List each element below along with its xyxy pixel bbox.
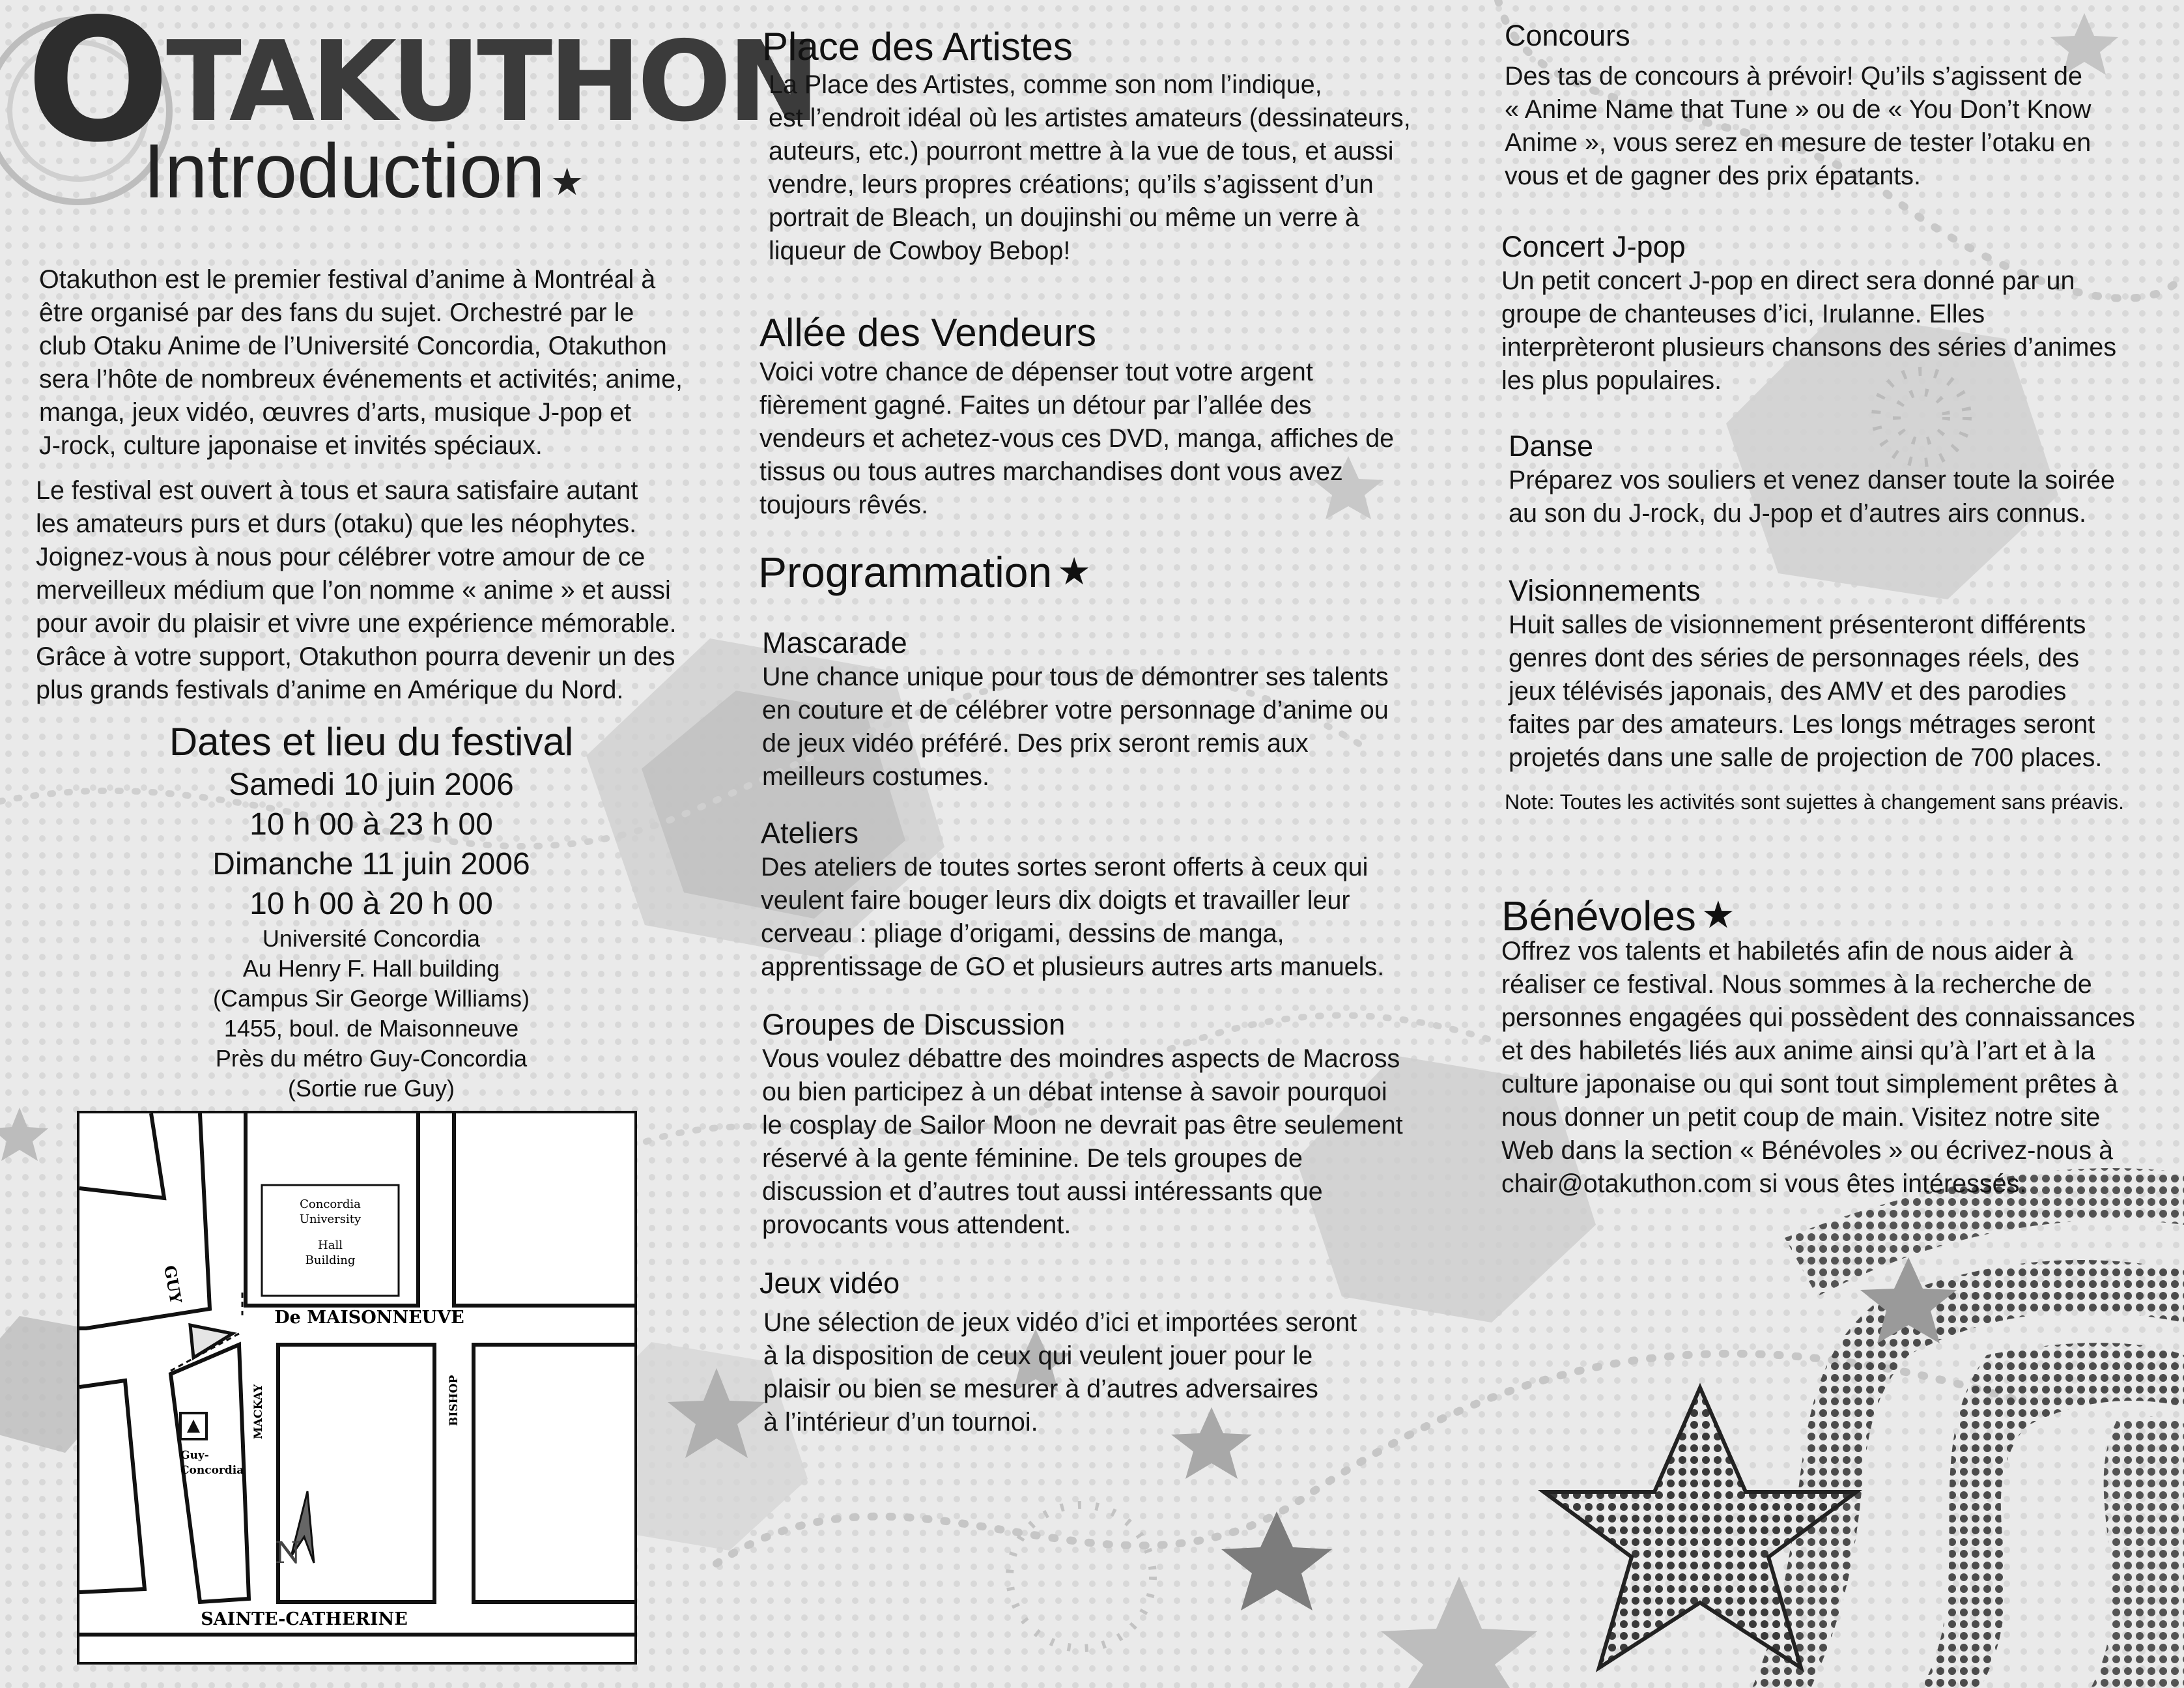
address-line: Université Concordia <box>262 925 481 952</box>
visionnements-title: Visionnements <box>1509 574 1701 607</box>
intro-section <box>39 263 743 463</box>
introduction-title: Introduction <box>143 128 545 214</box>
programmation-heading <box>758 549 1214 595</box>
address-line: Au Henry F. Hall building <box>242 955 500 982</box>
hall-building-label: Building <box>305 1253 356 1267</box>
visionnements-text: Huit salles de visionnement présenteront différents genres dont des séries de personnages réels, des jeux télévisés japonais, des AMV et des parodies faites par des amateurs. Les longs métrages seront projetés dans une salle de projection de 700 places. <box>1509 610 2103 772</box>
concert-title: Concert J-pop <box>1501 230 1686 263</box>
street-label-guy: GUY <box>160 1264 186 1305</box>
map-block <box>79 1113 210 1328</box>
metro-station-label: Guy- <box>180 1449 209 1462</box>
street-label-sainte-catherine: SAINTE-CATHERINE <box>201 1609 408 1629</box>
otakuthon-logo <box>26 0 817 222</box>
map-block <box>79 1380 145 1592</box>
mascarade-text: Une chance unique pour tous de démontrer ses talents en couture et de célébrer votre personnage d’anime ou de jeux vidéo préféré. Des prix seront remis aux meilleurs costumes. <box>762 663 1389 791</box>
map-block <box>454 1113 634 1306</box>
ateliers-section <box>761 816 1471 984</box>
map-drawing <box>79 1113 634 1662</box>
concours-text: Des tas de concours à prévoir! Qu’ils s’agissent de « Anime Name that Tune » ou de « You Don’t Know Anime », vous serez en mesure de tester l’otaku en vous et de gagner des prix épatants. <box>1505 62 2092 190</box>
logo-wordmark: OTAKUTHON <box>26 0 817 180</box>
dates-hours-1: 10 h 00 à 23 h 00 <box>249 807 493 842</box>
place-artistes-title: Place des Artistes <box>762 25 1073 68</box>
dates-day-1: Samedi 10 juin 2006 <box>229 767 514 802</box>
mascarade-section <box>762 625 1472 794</box>
benevoles-section <box>1501 893 2184 1201</box>
groupes-text: Vous voulez débattre des moindres aspects de Macross ou bien participez à un débat intense à savoir pourquoi le cosplay de Sailor Moon ne devrait pas être seulement réservé à la gente féminine. De tels groupes de discussion et d’autres tout aussi intéressants que provocants vous attendent. <box>762 1044 1403 1239</box>
allee-vendeurs-title: Allée des Vendeurs <box>759 311 1097 354</box>
intro-paragraph-2: Le festival est ouvert à tous et saura satisfaire autant les amateurs purs et durs (otaku) que les néophytes. Joignez-vous à nous pour célébrer votre amour de ce merveilleux médium que l’on nomme « anime » et aussi pour avoir du plaisir et vivre une expérience mémorable. Grâce à votre support, Otakuthon pourra devenir un des plus grands festivals d’anime en Amérique du Nord. <box>36 476 677 704</box>
danse-text: Préparez vos souliers et venez danser toute la soirée au son du J-rock, du J-pop et d’autres airs connus. <box>1509 466 2115 528</box>
groupes-title: Groupes de Discussion <box>762 1008 1066 1041</box>
danse-title: Danse <box>1509 429 1594 463</box>
metro-station-label: Concordia <box>180 1464 244 1477</box>
street-label-maisonneuve: De MAISONNEUVE <box>274 1308 464 1328</box>
street-label-bishop: BISHOP <box>447 1375 461 1426</box>
danse-section <box>1509 429 2179 530</box>
activities-note: Note: Toutes les activités sont sujettes à changement sans préavis. <box>1505 790 2125 814</box>
location-map <box>77 1111 637 1665</box>
map-block <box>474 1345 634 1602</box>
hall-building-label: Hall <box>318 1238 343 1252</box>
hall-building-label: Concordia <box>300 1197 361 1211</box>
concours-title: Concours <box>1505 19 1630 52</box>
address-line: (Campus Sir George Williams) <box>212 985 530 1012</box>
logo-letter-o: O <box>26 0 167 180</box>
street-label-mackay: MACKAY <box>252 1384 265 1439</box>
benevoles-heading <box>1501 893 2184 939</box>
place-artistes-text: La Place des Artistes, comme son nom l’indique, est l’endroit idéal où les artistes amateurs (dessinateurs, auteurs, etc.) pourront mettre à la vue de tous, et aussi vendre, leurs propres créations; qu’ils s’agissent d’un portrait de Bleach, un doujinshi ou même un verre à liqueur de Cowboy Bebop! <box>769 70 1411 265</box>
ateliers-title: Ateliers <box>761 816 859 850</box>
mascarade-title: Mascarade <box>762 626 907 659</box>
north-label: N <box>275 1535 302 1570</box>
concours-section <box>1505 18 2176 193</box>
jeux-video-title: Jeux vidéo <box>759 1266 900 1300</box>
concert-section <box>1501 229 2179 397</box>
star-icon: ★ <box>1057 551 1092 593</box>
allee-vendeurs-text: Voici votre chance de dépenser tout votre argent fièrement gagné. Faites un détour par l’allée des vendeurs et achetez-vous ces DVD, manga, affiches de tissus ou tous autres marchandises dont vous avez toujours rêvés. <box>759 358 1395 519</box>
ateliers-text: Des ateliers de toutes sortes seront offerts à ceux qui veulent faire bouger leurs dix doigts et travailler leur cerveau : pliage d’origami, dessins de manga, apprentissage de GO et plusieurs autres arts manuels. <box>761 853 1385 981</box>
dates-day-2: Dimanche 11 juin 2006 <box>212 847 530 881</box>
benevoles-text: Offrez vos talents et habiletés afin de nous aider à réaliser ce festival. Nous sommes à la recherche de personnes engagées qui possèdent des connaissances et des habiletés liés aux anime ainsi qu’à l’art et à la culture japonaise ou qui sont tout simplement prêtes à nous donner un petit coup de main. Visitez notre site Web dans la section « Bénévoles » ou écrivez-nous à chair@otakuthon.com si vous êtes intéressés. <box>1501 937 2135 1198</box>
jeux-video-section <box>759 1266 1469 1439</box>
hall-building-label: University <box>299 1212 362 1226</box>
intro-section-2 <box>36 474 739 707</box>
place-artistes-section <box>762 24 1472 268</box>
allee-vendeurs-section <box>759 310 1469 522</box>
address-line: Près du métro Guy-Concordia <box>215 1045 528 1072</box>
programmation-title: Programmation <box>758 548 1053 596</box>
map-block <box>278 1345 434 1602</box>
address-line: (Sortie rue Guy) <box>287 1075 455 1102</box>
dates-hours-2: 10 h 00 à 20 h 00 <box>249 887 493 921</box>
groupes-section <box>762 1007 1472 1242</box>
star-icon: ★ <box>550 161 584 203</box>
jeux-video-text: Une sélection de jeux vidéo d’ici et importées seront à la disposition de ceux qui veulent jouer pour le plaisir ou bien se mesurer à d’autres adversaires à l’intérieur d’un tournoi. <box>763 1308 1357 1437</box>
programmation-heading-line <box>758 549 1214 595</box>
dates-section <box>114 719 629 1104</box>
dates-title: Dates et lieu du festival <box>169 720 574 764</box>
visionnements-section <box>1505 573 2179 815</box>
star-icon: ★ <box>1701 894 1735 936</box>
concert-text: Un petit concert J-pop en direct sera donné par un groupe de chanteuses d’ici, Irulanne. Elles interprèteront plusieurs chansons des séries d’animes les plus populaires. <box>1501 266 2117 395</box>
address-line: 1455, boul. de Maisonneuve <box>223 1015 519 1042</box>
intro-paragraph-1: Otakuthon est le premier festival d’anime à Montréal à être organisé par des fans du sujet. Orchestré par le club Otaku Anime de l’Université Concordia, Otakuthon sera l’hôte de nombreux événements et activités; anime, manga, jeux vidéo, œuvres d’arts, musique J-pop et J-rock, culture japonaise et invités spéciaux. <box>39 265 683 460</box>
benevoles-title: Bénévoles <box>1501 893 1696 939</box>
map-block <box>79 1113 164 1198</box>
map-triangle <box>190 1325 233 1358</box>
